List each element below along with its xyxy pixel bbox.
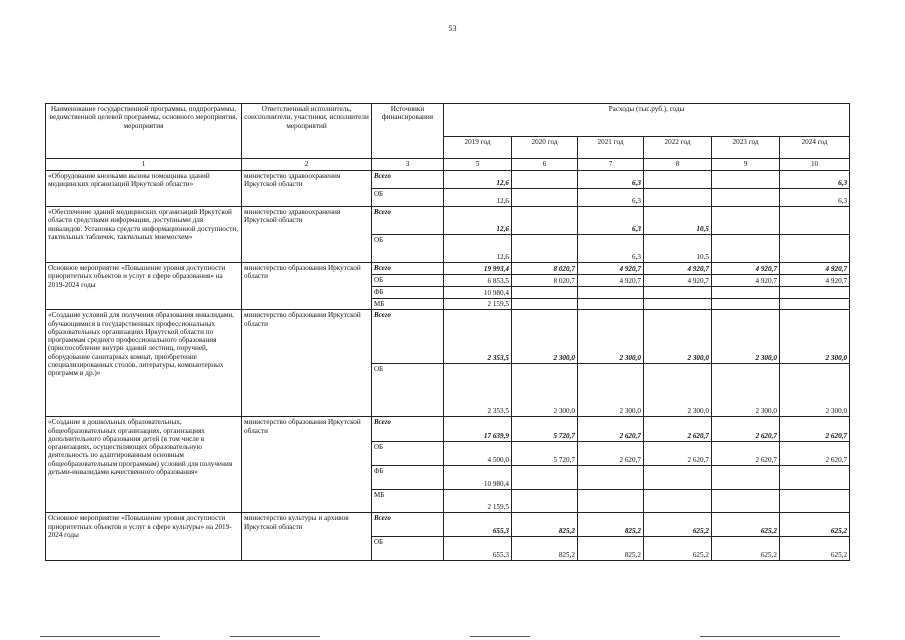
expense-value	[780, 235, 850, 263]
expense-value	[712, 466, 780, 490]
table-row	[46, 207, 850, 235]
expense-value: 4 920,7	[712, 275, 780, 287]
expense-value: 625,2	[712, 537, 780, 561]
column-number: 7	[578, 159, 644, 171]
measure-name: «Создание условий для получения образования инвалидами, обучающимися в государственных профессиональных образовательных организациях Иркутской области по программам среднего профессионального образования (приспособление внутри зданий лестниц, поручней, оборудование санитарных комнат, приобретение специализированных столов, литературы, компьютерных программ и др.)»	[46, 310, 242, 417]
funding-source: ФБ	[372, 287, 444, 299]
column-number: 8	[644, 159, 712, 171]
expense-value: 2 620,7	[780, 442, 850, 466]
funding-source: ФБ	[372, 466, 444, 490]
expense-value	[578, 490, 644, 513]
expense-value	[578, 466, 644, 490]
responsible-executor: министерство культуры и архивов Иркутской области	[242, 513, 372, 561]
expense-value: 2 300,0	[780, 310, 850, 364]
expense-value: 2 620,7	[644, 417, 712, 442]
column-number: 1	[46, 159, 242, 171]
header-responsible: Ответственный исполнитель, соисполнители, участники, исполнители мероприятий	[242, 104, 372, 159]
page-bottom-rule	[0, 636, 905, 638]
expense-value: 4 920,7	[578, 275, 644, 287]
funding-source: МБ	[372, 490, 444, 513]
expense-value: 2 353,5	[444, 310, 512, 364]
column-number: 5	[444, 159, 512, 171]
expense-value: 12,6	[444, 235, 512, 263]
expense-value: 2 620,7	[578, 417, 644, 442]
expense-value	[644, 171, 712, 189]
expense-value	[712, 287, 780, 299]
expense-value: 12,6	[444, 171, 512, 189]
expense-value: 2 300,0	[644, 364, 712, 417]
expense-value: 625,2	[780, 513, 850, 537]
expense-value: 6 853,5	[444, 275, 512, 287]
expense-value	[644, 287, 712, 299]
expense-value	[712, 235, 780, 263]
header-year: 2023 год	[712, 137, 780, 159]
expense-value: 2 620,7	[712, 442, 780, 466]
expense-value: 6,3	[780, 171, 850, 189]
funding-source: ОБ	[372, 364, 444, 417]
table-row	[46, 171, 850, 189]
expense-value	[512, 235, 578, 263]
table-row	[46, 263, 850, 275]
expense-value	[512, 490, 578, 513]
column-number: 2	[242, 159, 372, 171]
measure-name: Основное мероприятие «Повышение уровня доступности приоритетных объектов и услуг в сфере культуры» на 2019-2024 годы	[46, 513, 242, 561]
expense-value: 4 920,7	[780, 275, 850, 287]
expense-value: 4 920,7	[780, 263, 850, 275]
expense-value	[712, 207, 780, 235]
expense-value	[780, 207, 850, 235]
column-number: 9	[712, 159, 780, 171]
expense-value	[512, 299, 578, 310]
expense-value	[512, 466, 578, 490]
expense-value: 655,3	[444, 537, 512, 561]
expense-value	[512, 287, 578, 299]
header-year: 2019 год	[444, 137, 512, 159]
expense-value	[644, 189, 712, 207]
expense-value: 625,2	[712, 513, 780, 537]
funding-source: Всего	[372, 513, 444, 537]
expense-value: 825,2	[578, 537, 644, 561]
expense-value	[780, 299, 850, 310]
expense-value	[512, 189, 578, 207]
expense-value	[780, 466, 850, 490]
expense-value: 625,2	[644, 513, 712, 537]
expense-value	[780, 287, 850, 299]
expense-value: 10 980,4	[444, 466, 512, 490]
measure-name: Основное мероприятие «Повышение уровня доступности приоритетных объектов и услуг в сфере образования» на 2019-2024 годы	[46, 263, 242, 310]
funding-source: ОБ	[372, 442, 444, 466]
funding-source: ОБ	[372, 235, 444, 263]
header-year: 2020 год	[512, 137, 578, 159]
expense-value: 17 639,9	[444, 417, 512, 442]
funding-source: Всего	[372, 207, 444, 235]
expense-value	[644, 490, 712, 513]
expense-value: 2 300,0	[578, 310, 644, 364]
expense-value: 6,3	[780, 189, 850, 207]
funding-source: МБ	[372, 299, 444, 310]
expense-value: 2 620,7	[712, 417, 780, 442]
expense-value: 655,3	[444, 513, 512, 537]
column-number: 10	[780, 159, 850, 171]
expense-value	[644, 299, 712, 310]
expense-value: 625,2	[780, 537, 850, 561]
table-row	[46, 310, 850, 364]
expense-value: 4 920,7	[644, 275, 712, 287]
expense-value	[578, 287, 644, 299]
expense-value: 2 159,5	[444, 299, 512, 310]
expense-value: 19 993,4	[444, 263, 512, 275]
expense-value: 6,3	[578, 189, 644, 207]
expense-value: 5 720,7	[512, 417, 578, 442]
expenses-table	[45, 103, 850, 561]
measure-name: «Обеспечение зданий медицинских организаций Иркутской области средствами информации, доступными для инвалидов. Установка средств информационной доступности, тактильных табличек, тактильных мнемосхем»	[46, 207, 242, 263]
expense-value: 4 500,0	[444, 442, 512, 466]
column-number: 6	[512, 159, 578, 171]
funding-source: Всего	[372, 417, 444, 442]
expense-value: 2 300,0	[578, 364, 644, 417]
header-year: 2022 год	[644, 137, 712, 159]
header-name: Наименование государственной программы, подпрограммы, ведомственной целевой программы, основного мероприятия, мероприятия	[46, 104, 242, 159]
header-year: 2021 год	[578, 137, 644, 159]
responsible-executor: министерство образования Иркутской области	[242, 417, 372, 513]
expense-value: 2 620,7	[780, 417, 850, 442]
page-number: 53	[448, 24, 457, 33]
funding-source: Всего	[372, 263, 444, 275]
expense-value	[512, 171, 578, 189]
expense-value: 6,3	[578, 235, 644, 263]
expense-value: 2 353,5	[444, 364, 512, 417]
expense-value: 4 920,7	[712, 263, 780, 275]
expense-value: 2 620,7	[578, 442, 644, 466]
column-number: 3	[372, 159, 444, 171]
expense-value	[712, 299, 780, 310]
funding-source: Всего	[372, 310, 444, 364]
expense-value: 2 620,7	[644, 442, 712, 466]
expense-value	[712, 171, 780, 189]
expense-value: 4 920,7	[578, 263, 644, 275]
responsible-executor: министерство образования Иркутской области	[242, 310, 372, 417]
expense-value: 10 980,4	[444, 287, 512, 299]
expense-value: 6,3	[578, 207, 644, 235]
header-year: 2024 год	[780, 137, 850, 159]
expense-value: 2 300,0	[780, 364, 850, 417]
expense-value: 625,2	[644, 537, 712, 561]
table-row	[46, 513, 850, 537]
expense-value: 8 020,7	[512, 263, 578, 275]
funding-source: ОБ	[372, 537, 444, 561]
responsible-executor: министерство образования Иркутской области	[242, 263, 372, 310]
expense-value: 2 300,0	[712, 364, 780, 417]
expense-value: 10,5	[644, 207, 712, 235]
expense-value: 2 300,0	[712, 310, 780, 364]
funding-source: ОБ	[372, 189, 444, 207]
expense-value	[512, 207, 578, 235]
expense-value: 2 159,5	[444, 490, 512, 513]
responsible-executor: министерство здравоохранения Иркутской области	[242, 207, 372, 263]
expense-value	[644, 466, 712, 490]
funding-source: Всего	[372, 171, 444, 189]
expense-value: 825,2	[512, 513, 578, 537]
header-expenses: Расходы (тыс.руб.), годы	[444, 104, 850, 137]
expense-value	[712, 490, 780, 513]
expense-value: 5 720,7	[512, 442, 578, 466]
expense-value: 2 300,0	[512, 310, 578, 364]
expense-value: 6,3	[578, 171, 644, 189]
expense-value	[780, 490, 850, 513]
expense-value: 4 920,7	[644, 263, 712, 275]
expense-value	[712, 189, 780, 207]
expense-value: 8 020,7	[512, 275, 578, 287]
expense-value: 12,6	[444, 207, 512, 235]
expense-value: 825,2	[512, 537, 578, 561]
expense-value: 2 300,0	[644, 310, 712, 364]
expense-value: 10,5	[644, 235, 712, 263]
expense-value	[578, 299, 644, 310]
responsible-executor: министерство здравоохранения Иркутской области	[242, 171, 372, 207]
expense-value: 825,2	[578, 513, 644, 537]
expense-value: 12,6	[444, 189, 512, 207]
expense-value: 2 300,0	[512, 364, 578, 417]
header-sources: Источники финансирования	[372, 104, 444, 159]
table-row	[46, 417, 850, 442]
measure-name: «Оборудование кнопками вызова помощника зданий медицинских организаций Иркутской области»	[46, 171, 242, 207]
measure-name: «Создание в дошкольных образовательных, общеобразовательных организациях, организациях дополнительного образования детей (в том числе в организациях, осуществляющих образовательную деятельность по адаптированным основным общеобразовательным программам) условий для получения детьми-инвалидами качественного образования»	[46, 417, 242, 513]
funding-source: ОБ	[372, 275, 444, 287]
